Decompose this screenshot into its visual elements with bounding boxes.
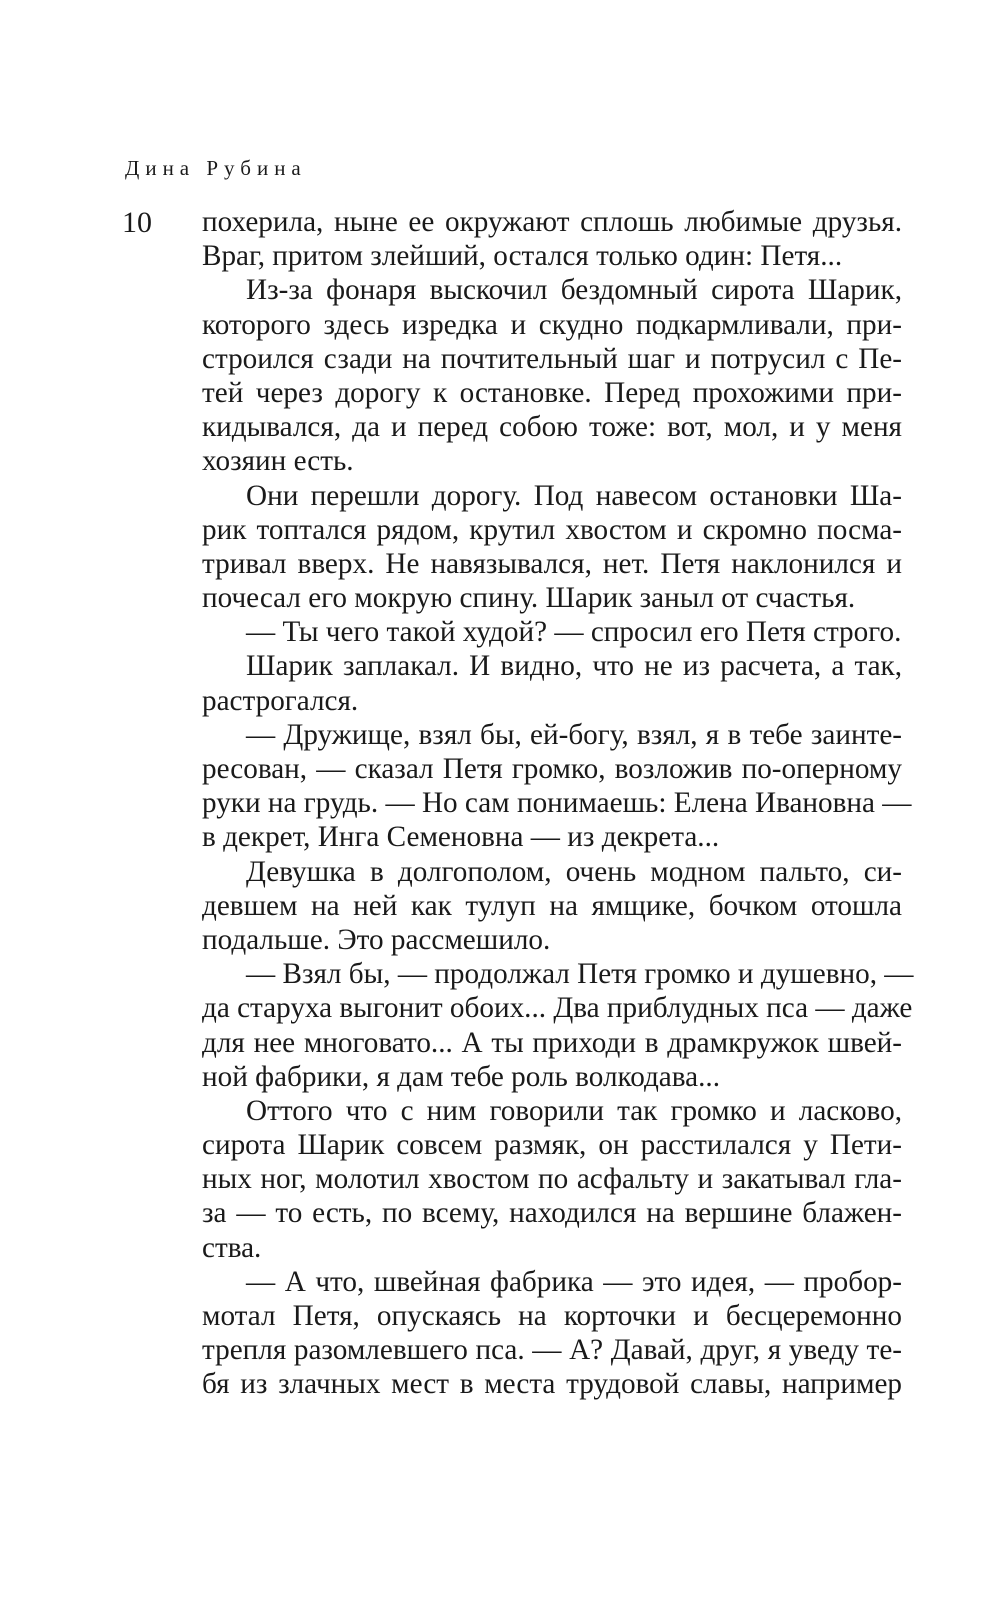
text-line: Оттого что с ним говорили так громко и ласково,: [246, 1094, 902, 1127]
text-line: Враг, притом злейший, остался только один: Петя...: [202, 240, 843, 273]
text-line: да старуха выгонит обоих... Два приблудных пса — даже: [202, 992, 913, 1025]
text-line: почесал его мокрую спину. Шарик заныл от счастья.: [202, 582, 856, 615]
text-line: за — то есть, по всему, находился на вершине блажен-: [202, 1197, 902, 1230]
text-line: руки на грудь. — Но сам понимаешь: Елена Ивановна —: [202, 787, 912, 820]
text-line: для нее многовато... А ты приходи в драмкружок швей-: [202, 1026, 902, 1059]
text-line: тривал вверх. Не навязывался, нет. Петя наклонился и: [202, 547, 902, 580]
text-line: подальше. Это рассмешило.: [202, 923, 551, 956]
text-line: Шарик заплакал. И видно, что не из расчета, а так,: [246, 650, 902, 683]
text-line: Они перешли дорогу. Под навесом остановки Ша-: [246, 479, 902, 512]
body-text: [202, 205, 914, 1402]
text-line: Девушка в долгополом, очень модном пальто, си-: [246, 855, 902, 888]
text-line: ства.: [202, 1231, 262, 1264]
text-line: — Дружище, взял бы, ей-богу, взял, я в тебе заинте-: [246, 718, 902, 751]
text-line: Из-за фонаря выскочил бездомный сирота Шарик,: [246, 274, 902, 307]
running-head-author: Дина Рубина: [125, 156, 307, 180]
text-line: ной фабрики, я дам тебе роль волкодава...: [202, 1060, 721, 1093]
text-line: девшем на ней как тулуп на ямщике, бочком отошла: [202, 889, 902, 922]
text-line: похерила, ныне ее окружают сплошь любимые друзья.: [202, 206, 902, 238]
text-line: — Взял бы, — продолжал Петя громко и душевно, —: [246, 958, 914, 991]
text-line: бя из злачных мест в места трудовой славы, например: [202, 1368, 902, 1401]
text-line: строился сзади на почтительный шаг и потрусил с Пе-: [202, 342, 902, 375]
text-line: в декрет, Инга Семеновна — из декрета...: [202, 821, 720, 854]
text-line: которого здесь изредка и скудно подкармливали, при-: [202, 308, 902, 341]
text-line: ресован, — сказал Петя громко, возложив по-оперному: [202, 753, 902, 785]
text-line: ных ног, молотил хвостом по асфальту и закатывал гла-: [202, 1163, 902, 1196]
text-line: растрогался.: [202, 684, 359, 717]
text-line: кидывался, да и перед собою тоже: вот, мол, и у меня: [202, 411, 902, 444]
text-line: мотал Петя, опускаясь на корточки и бесцеремонно: [202, 1300, 902, 1332]
text-line: сирота Шарик совсем размяк, он расстилался у Пети-: [202, 1129, 902, 1162]
text-line: рик топтался рядом, крутил хвостом и скромно посма-: [202, 513, 902, 546]
text-line: — Ты чего такой худой? — спросил его Петя строго.: [246, 616, 902, 649]
text-line: хозяин есть.: [202, 445, 354, 478]
text-line: тей через дорогу к остановке. Перед прохожими при-: [202, 376, 902, 409]
page-number: 10: [122, 206, 152, 239]
text-line: трепля разомлевшего пса. — А? Давай, друг, я уведу те-: [202, 1334, 902, 1367]
text-line: — А что, швейная фабрика — это идея, — пробор-: [246, 1265, 902, 1298]
